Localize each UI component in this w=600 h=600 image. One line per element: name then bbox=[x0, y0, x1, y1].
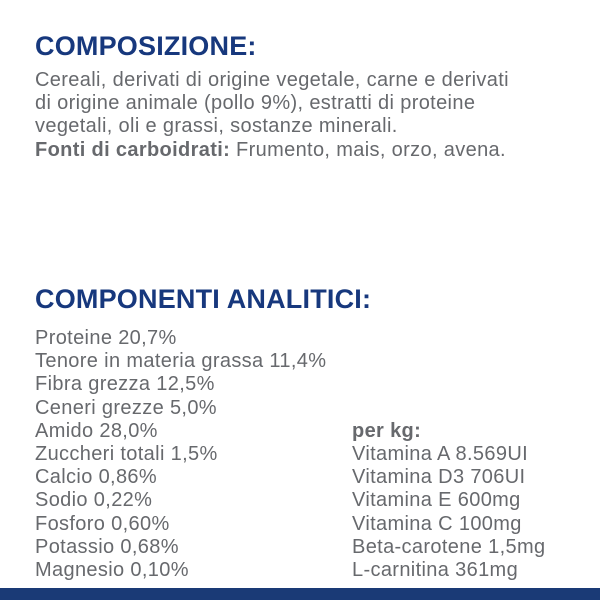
per-kg-item: Vitamina E 600mg bbox=[352, 489, 521, 512]
analytical-component: Sodio 0,22% bbox=[35, 489, 153, 512]
analytical-heading: COMPONENTI ANALITICI: bbox=[35, 284, 372, 314]
per-kg-label: per kg: bbox=[352, 419, 422, 442]
per-kg-item: Vitamina C 100mg bbox=[352, 512, 522, 535]
composition-line: vegetali, oli e grassi, sostanze minerali. bbox=[35, 115, 398, 138]
composition-heading: COMPOSIZIONE: bbox=[35, 31, 257, 61]
carb-sources-label: Fonti di carboidrati: bbox=[35, 138, 231, 161]
composition-line: di origine animale (pollo 9%), estratti di proteine bbox=[35, 92, 476, 115]
analytical-panel bbox=[35, 327, 600, 582]
carb-sources-line bbox=[35, 139, 583, 162]
analytical-component: Ceneri grezze 5,0% bbox=[35, 396, 217, 419]
per-kg-item: Beta-carotene 1,5mg bbox=[352, 535, 546, 558]
analytical-component: Calcio 0,86% bbox=[35, 466, 158, 489]
footer-bar bbox=[0, 588, 600, 600]
analytical-component: Fosforo 0,60% bbox=[35, 512, 170, 535]
analytical-component: Zuccheri totali 1,5% bbox=[35, 443, 218, 466]
carb-sources-value: Frumento, mais, orzo, avena. bbox=[230, 138, 506, 161]
per-kg-item: Vitamina D3 706UI bbox=[352, 466, 526, 489]
per-kg-item: L-carnitina 361mg bbox=[352, 559, 519, 582]
per-kg-column bbox=[352, 420, 545, 582]
analytical-component: Tenore in materia grassa 11,4% bbox=[35, 350, 327, 373]
analytical-component: Fibra grezza 12,5% bbox=[35, 373, 215, 396]
analytical-component: Potassio 0,68% bbox=[35, 535, 179, 558]
composition-line: Cereali, derivati di origine vegetale, carne e derivati bbox=[35, 69, 509, 91]
analytical-component: Proteine 20,7% bbox=[35, 327, 177, 349]
per-kg-item: Vitamina A 8.569UI bbox=[352, 443, 529, 465]
composition-body bbox=[35, 69, 583, 162]
analytical-component: Magnesio 0,10% bbox=[35, 559, 189, 582]
analytical-component: Amido 28,0% bbox=[35, 419, 158, 442]
